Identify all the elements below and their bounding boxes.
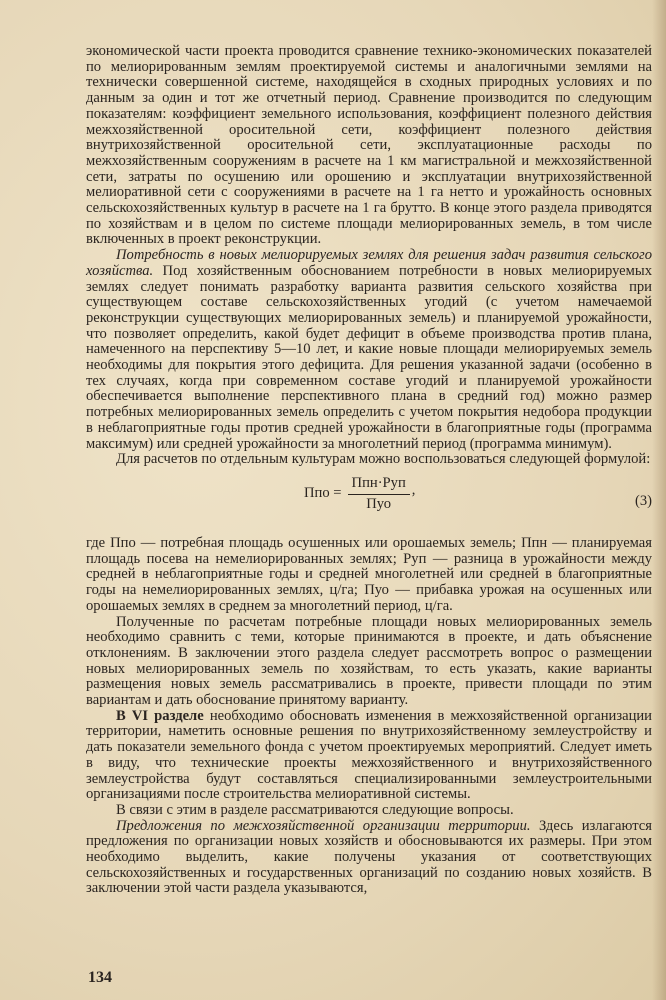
body-text bbox=[86, 44, 652, 897]
formula-fraction bbox=[304, 476, 415, 512]
paragraph-4: где Ппо — потребная площадь осушенных или орошаемых земель; Ппн — планируемая площадь посева на немелиорированных землях; Руп — разница в урожайности между средней в неблагоприятные годы и средней многолетней или средней в благоприятные годы на немелиорированных землях, ц/га; Пуо — прибавка урожая на осушенных или орошаемых землях в среднем за многолетний период, ц/га. bbox=[86, 534, 652, 614]
formula-lhs: Ппо = bbox=[304, 485, 342, 502]
formula-body bbox=[348, 476, 410, 512]
formula-numerator: Ппн·Руп bbox=[348, 476, 410, 495]
paragraph-5: Полученные по расчетам потребные площади новых мелиорированных земель необходимо сравнить с теми, которые принимаются в проекте, и дать объяснение отклонениям. В заключении этого раздела следует рассмотреть вопрос о размещении новых мелиорированных земель по хозяйствам, то есть указать, какие варианты размещения новых земель рассматривались в проекте, привести площади по этим вариантам и дать обоснование принятому варианту. bbox=[86, 613, 652, 709]
paragraph-3: Для расчетов по отдельным культурам можно воспользоваться следующей формулой: bbox=[116, 451, 651, 468]
paragraph-7: В связи с этим в разделе рассматриваются следующие вопросы. bbox=[116, 801, 514, 818]
paragraph-6: В VI разделе необходимо обосновать изменения в межхозяйственной организации территории, наметить основные решения по внутрихозяйственному землеустройству и дать показатели земельного фонда с учетом проектируемых мероприятий. Следует иметь в виду, что технические проекты межхозяйственного и внутрихозяйственного землеустройства будут составляться специализированными землеустроительными организациями после строительства мелиоративной системы. bbox=[86, 707, 652, 803]
page-number: 134 bbox=[88, 969, 112, 986]
section-heading-italic: Потребность в новых мелиорируемых землях для решения задач развития сельского хозяйства. bbox=[86, 247, 652, 279]
formula-comma: , bbox=[411, 481, 416, 498]
subsection-heading-italic: Предложения по межхозяйственной организации территории. bbox=[116, 817, 531, 834]
section-heading-bold: В VI разделе bbox=[116, 707, 204, 724]
equation-number: (3) bbox=[634, 492, 652, 509]
paragraph-1: экономической части проекта проводится сравнение технико-экономических показателей по мелиорированным землям проектируемой системы и аналогичными землями на технически совершенной системе, находящейся в сходных природных условиях и по данным за один и тот же отчетный период. Сравнение производится по следующим показателям: коэффициент земельного использования, коэффициент полезного действия межхозяйственной оросительной сети, коэффициент полезного действия внутрихозяйственной оросительной сети, эксплуатационные расходы по межхозяйственным сооружениям в расчете на 1 км магистральной и межхозяйственной сети, затраты по осушению или орошению и эксплуатации внутрихозяйственной мелиоративной сети с сооружениями в расчете на 1 га нетто и урожайность основных сельскохозяйственных культур в расчете на 1 га брутто. В конце этого раздела приводятся по хозяйствам и в целом по системе площади мелиорированных земель, в том числе включенных в проект реконструкции. bbox=[86, 43, 652, 248]
formula-3 bbox=[86, 474, 652, 532]
formula-denominator: Пуо bbox=[366, 495, 392, 512]
paragraph-2: Потребность в новых мелиорируемых землях для решения задач развития сельского хозяйства. Под хозяйственным обоснованием потребности в новых мелиорируемых землях следует понимать разработку варианта развития сельского хозяйства при существующем составе сельскохозяйственных угодий (с учетом намечаемой реконструкции существующих мелиорированных земель) и планируемой урожайности, что позволяет определить, какой будет дефицит в объеме производства против плана, намеченного на перспективу 5—10 лет, и какие новые площади мелиорируемых земель необходимы для покрытия этого дефицита. Для решения указанной задачи (особенно в тех случаях, когда при современном составе угодий и планируемой урожайности обеспечивается выполнение перспективного плана в средний год) можно размер потребных мелиорированных земель определить с учетом покрытия недобора продукции в неблагоприятные годы против средней урожайности в благоприятные годы (программа максимум) или средней урожайности за многолетний период (программа минимум). bbox=[86, 247, 652, 452]
page-edge-shadow bbox=[652, 0, 666, 1000]
paragraph-8: Предложения по межхозяйственной организации территории. Здесь излагаются предложения по организации новых хозяйств и обосновываются их размеры. При этом необходимо выделить, какие получены указания от соответствующих сельскохозяйственных и государственных организаций по созданию новых хозяйств. В заключении этой части раздела указываются, bbox=[86, 817, 652, 897]
